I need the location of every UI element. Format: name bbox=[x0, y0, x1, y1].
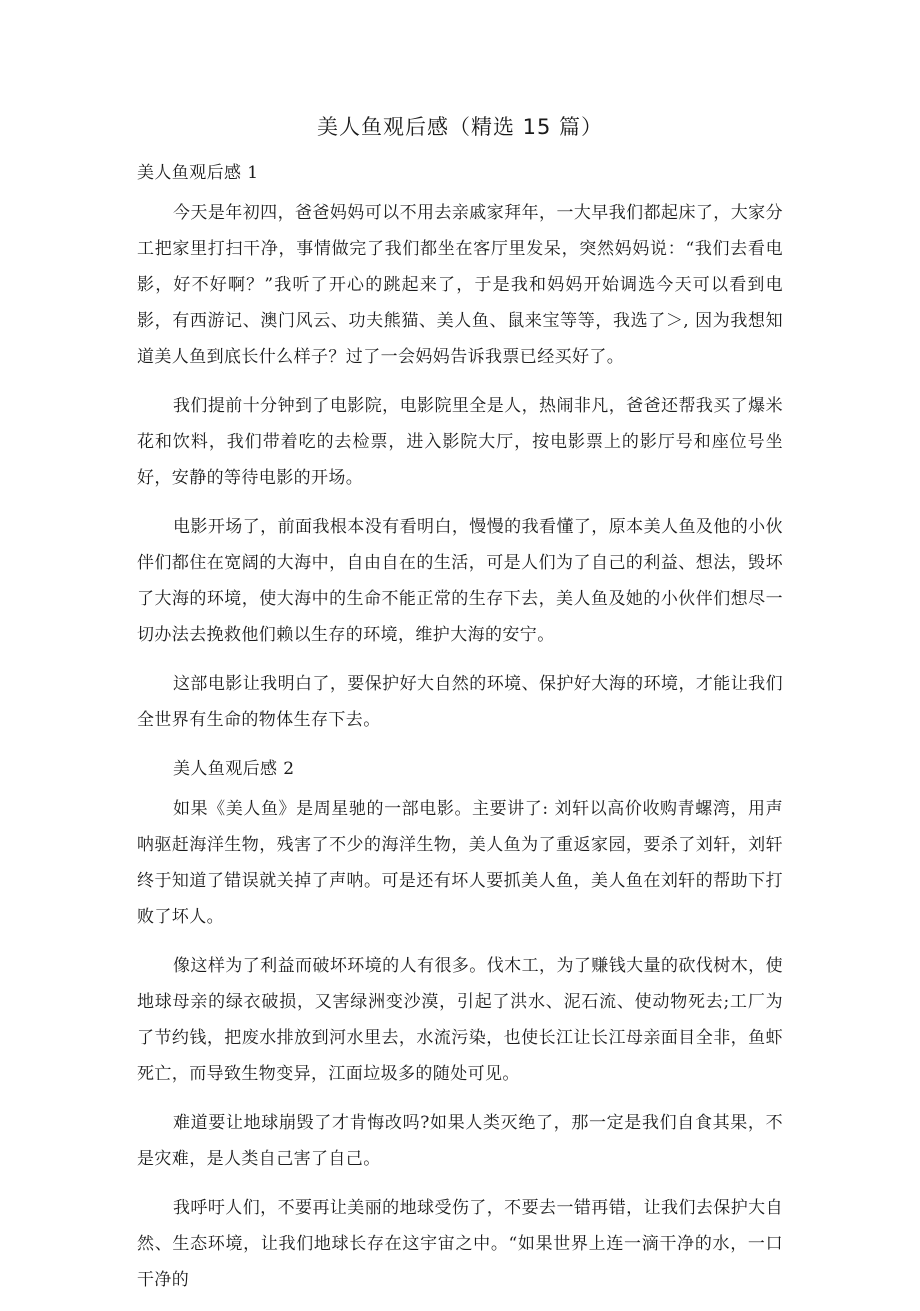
section-2 bbox=[137, 751, 783, 1298]
paragraph: 电影开场了，前面我根本没有看明白，慢慢的我看懂了，原本美人鱼及他的小伙伴们都住在宽阔的大海中，自由自在的生活，可是人们为了自己的利益、想法，毁坏了大海的环境，使大海中的生命不能正常的生存下去，美人鱼及她的小伙伴们想尽一切办法去挽救他们赖以生存的环境，维护大海的安宁。 bbox=[137, 517, 783, 645]
section-1 bbox=[137, 155, 783, 738]
document-title: 美人鱼观后感（精选 15 篇） bbox=[316, 115, 604, 139]
paragraph: 这部电影让我明白了，要保护好大自然的环境、保护好大海的环境，才能让我们全世界有生命的物体生存下去。 bbox=[137, 674, 783, 730]
section-heading: 美人鱼观后感 2 bbox=[173, 759, 295, 779]
paragraph: 像这样为了利益而破坏环境的人有很多。伐木工，为了赚钱大量的砍伐树木，使地球母亲的绿衣破损，又害绿洲变沙漠，引起了洪水、泥石流、使动物死去;工厂为了节约钱，把废水排放到河水里去，水流污染，也使长江让长江母亲面目全非，鱼虾死亡，而导致生物变异，江面垃圾多的随处可见。 bbox=[137, 956, 783, 1084]
paragraph: 我呼吁人们，不要再让美丽的地球受伤了，不要去一错再错，让我们去保护大自然、生态环境，让我们地球长存在这宇宙之中。“如果世界上连一滴干净的水，一口干净的 bbox=[137, 1198, 783, 1290]
paragraph: 今天是年初四，爸爸妈妈可以不用去亲戚家拜年，一大早我们都起床了，大家分工把家里打扫干净，事情做完了我们都坐在客厅里发呆，突然妈妈说：“我们去看电影，好不好啊？”我听了开心的跳起来了，于是我和妈妈开始调选今天可以看到电影，有西游记、澳门风云、功夫熊猫、美人鱼、鼠来宝等等，我选了＞, 因为我想知道美人鱼到底长什么样子？过了一会妈妈告诉我票已经买好了。 bbox=[137, 203, 783, 367]
paragraph: 我们提前十分钟到了电影院，电影院里全是人，热闹非凡，爸爸还帮我买了爆米花和饮料，我们带着吃的去检票，进入影院大厅，按电影票上的影厅号和座位号坐好，安静的等待电影的开场。 bbox=[137, 396, 783, 488]
section-heading: 美人鱼观后感 1 bbox=[137, 163, 259, 183]
document-body bbox=[137, 155, 783, 1311]
paragraph: 难道要让地球崩毁了才肯悔改吗?如果人类灭绝了，那一定是我们自食其果，不是灾难，是人类自己害了自己。 bbox=[137, 1113, 783, 1169]
paragraph: 如果《美人鱼》是周星驰的一部电影。主要讲了: 刘轩以高价收购青螺湾，用声呐驱赶海洋生物，残害了不少的海洋生物，美人鱼为了重返家园，要杀了刘轩，刘轩终于知道了错误就关掉了声呐。可是还有坏人要抓美人鱼，美人鱼在刘轩的帮助下打败了坏人。 bbox=[137, 799, 783, 927]
